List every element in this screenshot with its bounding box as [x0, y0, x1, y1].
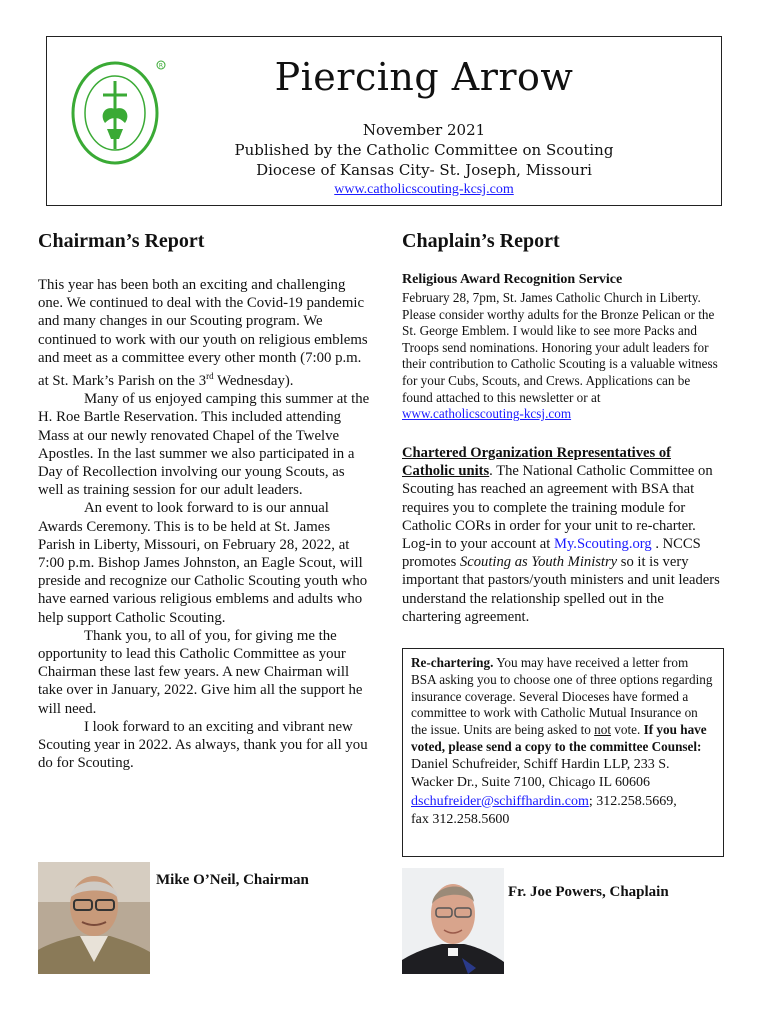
chairman-report-body: [38, 276, 370, 772]
chaplain-report-heading: Chaplain’s Report: [402, 230, 560, 252]
cor-italic-text: Scouting as Youth Ministry: [459, 554, 618, 571]
masthead: [46, 36, 722, 206]
rechart-bold: If you have voted, please send a copy to the committee Counsel:: [411, 722, 707, 754]
counsel-email-link[interactable]: dschufreider@schiffhardin.com: [411, 793, 589, 809]
rechart-not: not: [594, 722, 611, 738]
chaplain-photo: [402, 868, 504, 974]
chaplain-caption: Fr. Joe Powers, Chaplain: [508, 884, 669, 900]
cor-heading: Chartered Organization Representatives of Catholic units: [402, 445, 671, 480]
counsel-phone: ; 312.258.5669,: [588, 793, 677, 809]
service-text: February 28, 7pm, St. James Catholic Church in Liberty. Please consider worthy adults for the Bronze Pelican or the St. George Emblem. I would like to see more Packs and Troops send nominations. Honoring your adult leaders for their contribution to Catholic Scouting is a valuable witness for your Cubs, Scouts, and Crews. Applications can be found attached to this newsletter or at: [402, 290, 718, 405]
rechart-text-1: You may have received a letter from BSA asking you to choose one of three options regarding insurance coverage. Several Dioceses have formed a committee to work with Catholic Mutual Insurance on the issue. Units are being asked to: [411, 655, 713, 738]
rechartering-box: [402, 648, 724, 857]
service-body: [402, 290, 724, 423]
service-heading: Religious Award Recognition Service: [402, 272, 623, 287]
issue-date: November 2021: [362, 121, 486, 139]
my-scouting-link[interactable]: My.Scouting.org: [553, 536, 652, 553]
chairman-p1-end: Wednesday).: [213, 372, 294, 389]
service-website-link[interactable]: www.catholicscouting-kcsj.com: [402, 406, 572, 422]
chairman-paragraph-3: An event to look forward to is our annual Awards Ceremony. This is to be held at St. James Parish in Liberty, Missouri, on February 28, 2022, at 7:00 p.m. Bishop James Johnston, an Eagle Scout, will preside and recognize our Catholic Scouting youth who have earned various religious emblems and adults who help support Catholic Scouting.: [38, 500, 368, 626]
chairman-p1-text: This year has been both an exciting and challenging one. We continued to deal with the Covid-19 pandemic and many changes in our Scouting program. We continued to work with our youth on religious emblems and meet as a committee every other month (7:00 p.m. at St. Mark’s Parish on the 3: [38, 277, 368, 389]
website-link[interactable]: www.catholicscouting-kcsj.com: [334, 182, 514, 197]
chairman-paragraph-2: Many of us enjoyed camping this summer at the H. Roe Bartle Reservation. This included attending Mass at our newly renovated Chapel of the Twelve Apostles. In the last summer we also participated in a Day of Recollection involving our young Scouts, as well as training session for our adult leaders.: [38, 391, 370, 499]
counsel-address: Daniel Schufreider, Schiff Hardin LLP, 233 S. Wacker Dr., Suite 7100, Chicago IL 60606: [411, 756, 670, 791]
chairman-paragraph-5: I look forward to an exciting and vibrant new Scouting year in 2022. As always, thank you for all you do for Scouting.: [38, 718, 368, 772]
counsel-fax: fax 312.258.5600: [411, 812, 510, 828]
publisher-line: Published by the Catholic Committee on Scouting: [234, 141, 614, 159]
chairman-p1-sup: rd: [206, 371, 214, 382]
chairman-caption: Mike O’Neil, Chairman: [156, 872, 309, 888]
rechart-heading: Re-chartering.: [411, 655, 494, 670]
rechart-text-2: vote.: [610, 722, 644, 738]
cor-section: [402, 444, 726, 626]
newsletter-title: Piercing Arrow: [274, 55, 574, 99]
cor-text-1: . The National Catholic Committee on Scouting has reached an agreement with BSA that requires you to complete the training module for Catholic CORs in order for your unit to re-charter. Log-in to your account at: [402, 463, 713, 553]
svg-text:R: R: [158, 62, 164, 70]
diocese-line: Diocese of Kansas City- St. Joseph, Missouri: [256, 161, 592, 179]
chairman-photo: [38, 862, 150, 974]
cor-text-2: . NCCS promotes: [402, 536, 701, 571]
chairman-paragraph-4: Thank you, to all of you, for giving me the opportunity to lead this Catholic Committee as your Chairman these last few years. A new Chairman will take over in January, 2022. Give him all the support he will need.: [38, 627, 363, 717]
chairman-paragraph-1: [38, 276, 370, 390]
cor-text-3: so it is very important that pastors/youth ministers and unit leaders understand the relationship spelled out in the chartering agreement.: [402, 554, 720, 625]
chairman-report-heading: Chairman’s Report: [38, 230, 205, 252]
